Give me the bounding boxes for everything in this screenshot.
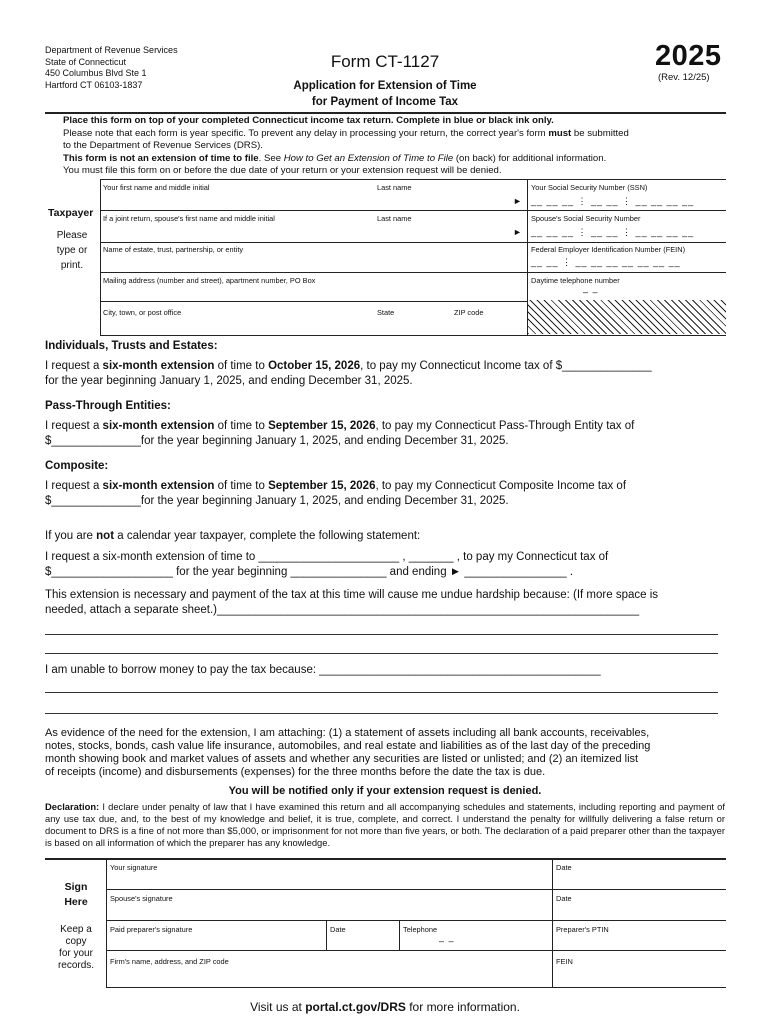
evidence-line: month showing book and market values of assets and whether any securities are listed or unlisted; and (2) an itemized list bbox=[45, 753, 639, 765]
arrow-icon: ► bbox=[513, 227, 522, 237]
text: I request a bbox=[45, 420, 103, 432]
section-line bbox=[45, 359, 725, 374]
instruction-line bbox=[63, 128, 723, 141]
spouse-last-name-field[interactable]: Last name bbox=[377, 214, 412, 223]
hardship-blank-line[interactable] bbox=[45, 652, 718, 654]
section-heading: Composite: bbox=[45, 460, 109, 472]
preparer-telephone-field[interactable]: Telephone bbox=[403, 925, 438, 934]
non-calendar-section bbox=[45, 529, 725, 580]
hardship-section bbox=[45, 588, 725, 618]
preparer-phone-mask: – – bbox=[439, 936, 455, 946]
mailing-address-field[interactable]: Mailing address (number and street), apartment number, PO Box bbox=[103, 276, 316, 285]
declaration bbox=[45, 801, 725, 849]
form-title-line: for Payment of Income Tax bbox=[311, 95, 459, 108]
evidence-line: As evidence of the need for the extension, I am attaching: (1) a statement of assets including all bank accounts, receivables, bbox=[45, 727, 650, 739]
text: If you are bbox=[45, 530, 97, 542]
agency-address bbox=[45, 45, 178, 91]
box-left-border bbox=[100, 180, 101, 336]
sig-row-rule bbox=[106, 889, 726, 890]
sign-here-label bbox=[50, 880, 102, 910]
keep-line: Keep a bbox=[60, 924, 92, 935]
text: I request a bbox=[45, 480, 103, 492]
print-hint-line: type or bbox=[56, 245, 88, 256]
city-field[interactable]: City, town, or post office bbox=[103, 308, 182, 317]
section-line: $______________for the year beginning January 1, 2025, and ending December 31, 2025. bbox=[45, 495, 509, 507]
declaration-label: Declaration: bbox=[45, 801, 100, 812]
emphasis: October 15, 2026 bbox=[268, 360, 361, 372]
instructions bbox=[63, 115, 723, 178]
taxpayer-label: Taxpayer bbox=[48, 207, 94, 219]
instruction-line: Place this form on top of your completed Connecticut income tax return. Complete in blue or black ink only. bbox=[63, 115, 554, 126]
section-line bbox=[45, 529, 725, 544]
section-line bbox=[45, 479, 725, 494]
instruction-text: . See bbox=[258, 152, 284, 164]
sig-bottom-rule bbox=[106, 987, 726, 988]
last-name-field[interactable]: Last name bbox=[377, 183, 412, 192]
hardship-blank-line[interactable] bbox=[45, 633, 718, 635]
tax-year: 2025 bbox=[655, 40, 722, 72]
date-field[interactable]: Date bbox=[556, 863, 572, 872]
signature-box bbox=[106, 859, 726, 988]
instruction-emphasis: This form is not an extension of time to file bbox=[63, 152, 259, 164]
agency-line: 450 Columbus Blvd Ste 1 bbox=[45, 68, 147, 78]
sig-row-rule bbox=[106, 950, 726, 951]
print-hint-line: Please bbox=[56, 230, 88, 241]
row-rule bbox=[100, 210, 726, 211]
text: I request a bbox=[45, 360, 103, 372]
instruction-line: to the Department of Revenue Services (DRS). bbox=[63, 140, 263, 152]
sig-divider bbox=[326, 920, 327, 950]
emphasis: six-month extension bbox=[102, 360, 215, 372]
keep-line: copy bbox=[65, 936, 87, 947]
row-rule bbox=[100, 242, 726, 243]
text: a calendar year taxpayer, complete the following statement: bbox=[114, 530, 421, 542]
preparer-date-field[interactable]: Date bbox=[330, 925, 346, 934]
phone-mask: – – bbox=[583, 287, 599, 297]
ssn-field[interactable]: Your Social Security Number (SSN) bbox=[531, 183, 648, 192]
instruction-text: Please note that each form is year specific. To prevent any delay in processing your return, the correct year's form bbox=[63, 127, 549, 139]
form-title bbox=[260, 79, 510, 110]
first-name-field[interactable]: Your first name and middle initial bbox=[103, 183, 210, 192]
emphasis: six-month extension bbox=[102, 420, 215, 432]
state-field[interactable]: State bbox=[377, 308, 395, 317]
form-number: Form CT-1127 bbox=[330, 52, 440, 71]
text: of time to bbox=[214, 420, 269, 432]
text: of time to bbox=[214, 480, 269, 492]
hardship-line[interactable]: needed, attach a separate sheet.)__________________________________________________________________ bbox=[45, 604, 640, 616]
zip-field[interactable]: ZIP code bbox=[454, 308, 484, 317]
your-signature-field[interactable]: Your signature bbox=[110, 863, 158, 872]
text: , to pay my Connecticut Pass-Through Entity tax of bbox=[375, 420, 635, 432]
pass-through-section bbox=[45, 399, 725, 449]
instruction-line bbox=[63, 153, 723, 166]
row-rule bbox=[100, 272, 726, 273]
sign-line: Sign bbox=[64, 881, 88, 893]
non-calendar-line[interactable]: $___________________ for the year beginning _______________ and ending ► ________________ . bbox=[45, 566, 574, 578]
spouse-date-field[interactable]: Date bbox=[556, 894, 572, 903]
section-heading: Pass-Through Entities: bbox=[45, 400, 171, 412]
emphasis: not bbox=[96, 530, 115, 542]
individuals-section bbox=[45, 339, 725, 389]
borrow-line[interactable]: I am unable to borrow money to pay the tax because: ____________________________________________ bbox=[45, 664, 601, 676]
sig-divider bbox=[552, 859, 553, 988]
footer-text: for more information. bbox=[405, 1000, 520, 1014]
agency-line: State of Connecticut bbox=[45, 56, 127, 67]
footer-text: Visit us at bbox=[250, 1000, 306, 1014]
section-line: $______________for the year beginning January 1, 2025, and ending December 31, 2025. bbox=[45, 435, 509, 447]
emphasis: six-month extension bbox=[102, 480, 215, 492]
borrow-blank-line[interactable] bbox=[45, 691, 718, 693]
borrow-blank-line[interactable] bbox=[45, 712, 718, 714]
sig-divider bbox=[399, 920, 400, 950]
emphasis: September 15, 2026 bbox=[268, 480, 376, 492]
agency-line: Department of Revenue Services bbox=[45, 45, 178, 55]
instruction-line: You must file this form on or before the due date of your return or your extension request will be denied. bbox=[63, 165, 502, 177]
box-bottom-border bbox=[100, 335, 726, 336]
entity-name-field[interactable]: Name of estate, trust, partnership, or entity bbox=[103, 245, 244, 254]
spouse-signature-field[interactable]: Spouse's signature bbox=[110, 894, 173, 903]
non-calendar-line[interactable]: I request a six-month extension of time to ______________________ , _______ , to pay my Connecticut tax of bbox=[45, 551, 609, 563]
sign-line: Here bbox=[64, 896, 88, 908]
section-line bbox=[45, 419, 725, 434]
hardship-line: This extension is necessary and payment of the tax at this time will cause me undue hardship because: (If more space is bbox=[45, 589, 659, 601]
fein-field[interactable]: Federal Employer Identification Number (FEIN) bbox=[531, 245, 686, 254]
shaded-area bbox=[528, 300, 726, 334]
agency-line: Hartford CT 06103-1837 bbox=[45, 79, 143, 90]
section-line: for the year beginning January 1, 2025, and ending December 31, 2025. bbox=[45, 375, 413, 387]
sig-row-rule bbox=[106, 920, 726, 921]
emphasis: September 15, 2026 bbox=[268, 420, 376, 432]
phone-field[interactable]: Daytime telephone number bbox=[531, 276, 620, 285]
spouse-first-name-field[interactable]: If a joint return, spouse's first name and middle initial bbox=[103, 214, 275, 223]
print-hint-line: print. bbox=[60, 260, 84, 271]
text: , to pay my Connecticut Income tax of $______________ bbox=[360, 360, 652, 372]
revision-date: (Rev. 12/25) bbox=[658, 72, 710, 83]
section-heading: Individuals, Trusts and Estates: bbox=[45, 340, 218, 352]
keep-copy-note bbox=[50, 924, 102, 972]
evidence-line: of receipts (income) and disbursements (expenses) for the three months before the date the tax is due. bbox=[45, 766, 546, 778]
instruction-emphasis: must bbox=[548, 127, 572, 139]
form-title-line: Application for Extension of Time bbox=[293, 80, 477, 92]
fein-mask: __ __ ⋮ __ __ __ __ __ __ __ bbox=[531, 257, 681, 267]
notification-notice: You will be notified only if your extension request is denied. bbox=[228, 785, 542, 797]
instruction-text: be submitted bbox=[571, 127, 629, 139]
header-rule bbox=[45, 112, 726, 114]
print-hint bbox=[48, 228, 96, 273]
spouse-ssn-mask: __ __ __ ⋮ __ __ ⋮ __ __ __ __ bbox=[531, 227, 695, 237]
footer bbox=[45, 1000, 725, 1014]
firm-fein-field[interactable]: FEIN bbox=[556, 957, 573, 966]
keep-line: for your bbox=[59, 948, 93, 959]
preparer-ptin-field[interactable]: Preparer's PTIN bbox=[556, 925, 609, 934]
instruction-italic: How to Get an Extension of Time to File bbox=[283, 152, 454, 164]
text: , to pay my Connecticut Composite Income tax of bbox=[375, 480, 627, 492]
preparer-signature-field[interactable]: Paid preparer's signature bbox=[110, 925, 193, 934]
ssn-mask: __ __ __ ⋮ __ __ ⋮ __ __ __ __ bbox=[531, 196, 695, 206]
composite-section bbox=[45, 459, 725, 509]
firm-address-field[interactable]: Firm's name, address, and ZIP code bbox=[110, 957, 229, 966]
evidence-section bbox=[45, 727, 725, 779]
text: of time to bbox=[214, 360, 269, 372]
evidence-line: notes, stocks, bonds, cash value life insurance, automobiles, and real estate and liabilities as of the last day of the preceding bbox=[45, 740, 651, 752]
arrow-icon: ► bbox=[513, 196, 522, 206]
sig-left-border bbox=[106, 859, 107, 988]
spouse-ssn-field[interactable]: Spouse's Social Security Number bbox=[531, 214, 641, 223]
instruction-text: (on back) for additional information. bbox=[453, 152, 607, 164]
keep-line: records. bbox=[57, 960, 95, 971]
footer-link[interactable]: portal.ct.gov/DRS bbox=[305, 1000, 406, 1014]
borrow-section bbox=[45, 663, 725, 678]
declaration-text: I declare under penalty of law that I have examined this return and all accompanying schedules and statements, including reporting and payment of any use tax due, and, to the best of my knowledge and belief, it is true, complete, and correct. I understand the penalty for willfully delivering a false return or document to DRS is a fine of not more than $5,000, or imprisonment for not more than five years, or both. The declaration of a paid preparer other than the taxpayer is based on all information of which the preparer has any knowledge. bbox=[45, 801, 725, 848]
